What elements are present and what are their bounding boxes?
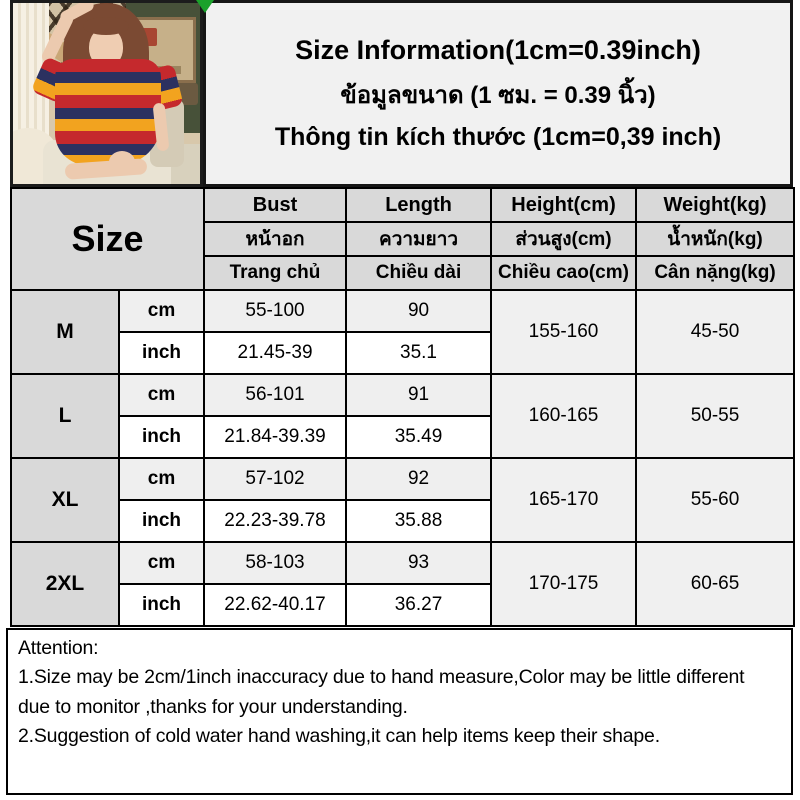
col-bust-vi: Trang chủ: [204, 256, 346, 290]
photo-striped-dress: [55, 59, 161, 165]
length-inch-value: 35.88: [346, 500, 491, 542]
attention-heading: Attention:: [18, 637, 99, 659]
bust-inch-value: 22.23-39.78: [204, 500, 346, 542]
table-row: [11, 290, 794, 332]
col-height-th: ส่วนสูง(cm): [491, 222, 636, 256]
col-length-en: Length: [346, 188, 491, 222]
unit-label: cm: [119, 542, 204, 584]
title-english: Size Information(1cm=0.39inch): [295, 35, 701, 65]
unit-label: inch: [119, 500, 204, 542]
unit-label: inch: [119, 332, 204, 374]
table-row: [11, 374, 794, 416]
height-value: 165-170: [491, 458, 636, 542]
weight-value: 50-55: [636, 374, 794, 458]
bust-cm-value: 55-100: [204, 290, 346, 332]
size-label: L: [11, 374, 119, 458]
attention-item-1: 1.Size may be 2cm/1inch inaccuracy due to hand measure,Color may be little different due to monitor ,thanks for your understanding.: [18, 666, 745, 718]
bust-cm-value: 57-102: [204, 458, 346, 500]
col-bust-en: Bust: [204, 188, 346, 222]
unit-label: inch: [119, 416, 204, 458]
size-label: M: [11, 290, 119, 374]
height-value: 155-160: [491, 290, 636, 374]
col-height-en: Height(cm): [491, 188, 636, 222]
col-weight-th: น้ำหนัก(kg): [636, 222, 794, 256]
weight-value: 55-60: [636, 458, 794, 542]
col-length-vi: Chiều dài: [346, 256, 491, 290]
length-inch-value: 35.49: [346, 416, 491, 458]
attention-item-2: 2.Suggestion of cold water hand washing,it can help items keep their shape.: [18, 724, 660, 747]
bust-inch-value: 21.45-39: [204, 332, 346, 374]
weight-value: 60-65: [636, 542, 794, 626]
length-cm-value: 92: [346, 458, 491, 500]
green-corner-marker-icon: [196, 0, 214, 13]
unit-label: cm: [119, 374, 204, 416]
size-label: 2XL: [11, 542, 119, 626]
col-height-vi: Chiều cao(cm): [491, 256, 636, 290]
length-cm-value: 91: [346, 374, 491, 416]
title-vietnamese: Thông tin kích thước (1cm=0,39 inch): [274, 123, 722, 151]
bust-inch-value: 21.84-39.39: [204, 416, 346, 458]
height-value: 170-175: [491, 542, 636, 626]
table-row: [11, 542, 794, 584]
title-thai: ข้อมูลขนาด (1 ซม. = 0.39 นิ้ว): [340, 82, 656, 109]
length-inch-value: 35.1: [346, 332, 491, 374]
table-row: [11, 458, 794, 500]
size-table: [10, 187, 795, 627]
weight-value: 45-50: [636, 290, 794, 374]
unit-label: cm: [119, 290, 204, 332]
length-cm-value: 93: [346, 542, 491, 584]
title-box: [203, 0, 793, 187]
bust-inch-value: 22.62-40.17: [204, 584, 346, 626]
length-cm-value: 90: [346, 290, 491, 332]
product-photo: [10, 0, 203, 187]
photo-woman-knee: [109, 151, 135, 173]
size-corner-header: Size: [11, 188, 204, 290]
unit-label: cm: [119, 458, 204, 500]
col-bust-th: หน้าอก: [204, 222, 346, 256]
photo-woman-bangs: [83, 17, 129, 35]
length-inch-value: 36.27: [346, 584, 491, 626]
bust-cm-value: 58-103: [204, 542, 346, 584]
size-label: XL: [11, 458, 119, 542]
bust-cm-value: 56-101: [204, 374, 346, 416]
col-weight-vi: Cân nặng(kg): [636, 256, 794, 290]
col-weight-en: Weight(kg): [636, 188, 794, 222]
col-length-th: ความยาว: [346, 222, 491, 256]
height-value: 160-165: [491, 374, 636, 458]
unit-label: inch: [119, 584, 204, 626]
attention-box: [6, 628, 793, 795]
